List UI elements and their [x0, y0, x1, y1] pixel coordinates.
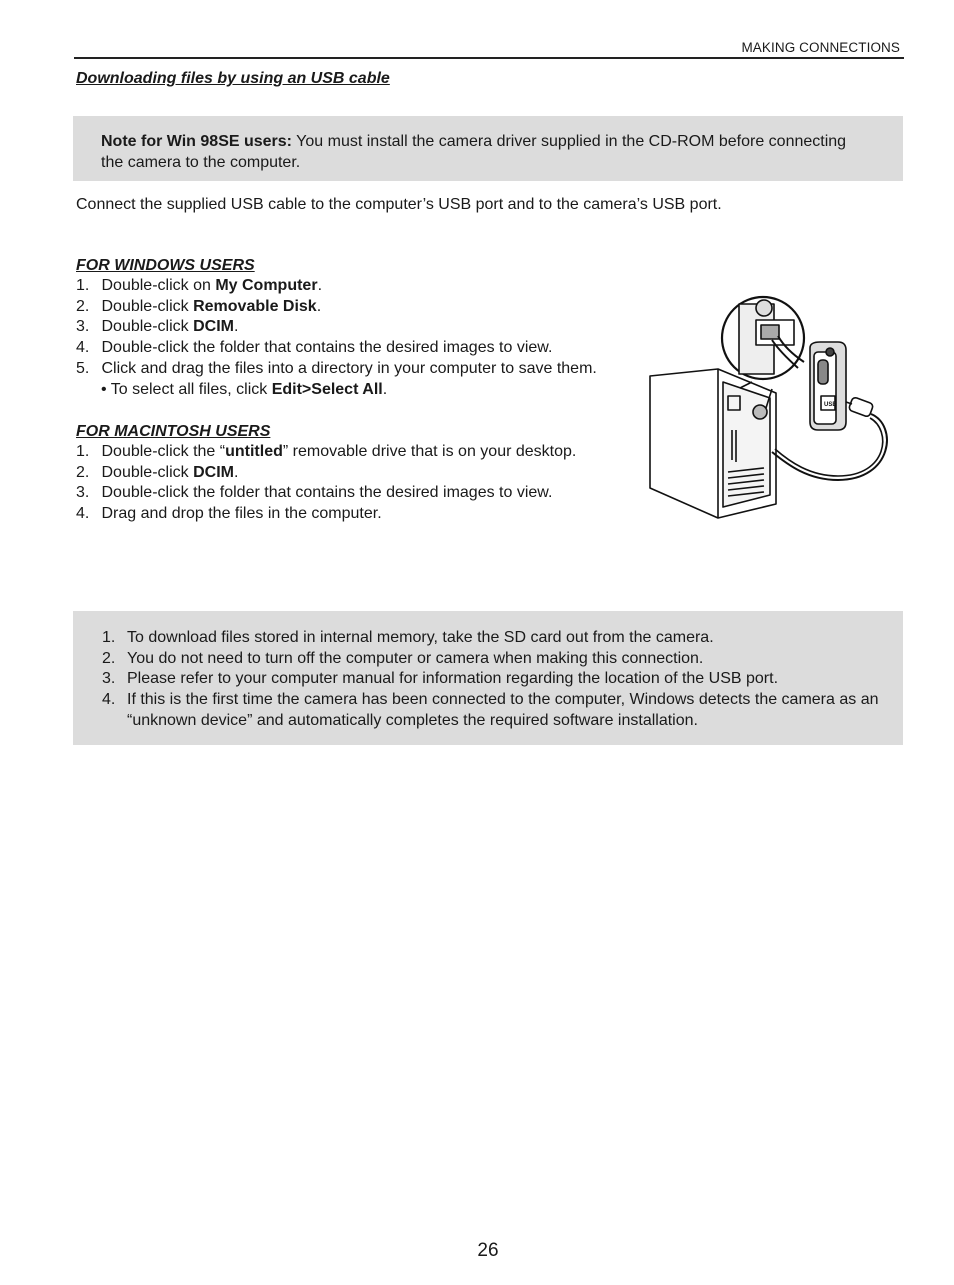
list-item: 1. Double-click the “untitled” removable drive that is on your desktop.	[76, 443, 577, 460]
list-item: 1. To download files stored in internal memory, take the SD card out from the camera.	[102, 629, 714, 646]
windows-steps	[76, 276, 597, 400]
list-item: 2. You do not need to turn off the computer or camera when making this connection.	[102, 649, 704, 667]
header-rule	[74, 57, 904, 59]
running-header: MAKING CONNECTIONS	[741, 40, 900, 55]
usb-connection-illustration	[648, 290, 898, 522]
tips-box	[73, 611, 903, 745]
list-item: 4. Drag and drop the files in the computer.	[76, 505, 382, 523]
list-item: 4. If this is the first time the camera has been connected to the computer, Windows detects the camera as an “unknown device” and automatically completes the required software installation.	[102, 691, 879, 729]
tips-list	[102, 628, 892, 732]
intro-paragraph: Connect the supplied USB cable to the computer’s USB port and to the camera’s USB port.	[76, 196, 722, 213]
windows-heading: FOR WINDOWS USERS	[76, 257, 255, 274]
computer-tower-icon	[650, 369, 776, 518]
list-item: 3. Double-click the folder that contains the desired images to view.	[76, 484, 553, 502]
list-item: 2. Double-click Removable Disk.	[76, 297, 322, 315]
list-item: 3. Please refer to your computer manual for information regarding the location of the USB port.	[102, 670, 779, 688]
section-title: Downloading files by using an USB cable	[76, 70, 390, 87]
list-item: 5. Click and drag the files into a directory in your computer to save them.	[76, 359, 597, 377]
note-body: You must install the camera driver supplied in the CD-ROM before connecting the camera to the computer.	[101, 133, 847, 171]
camera-icon	[810, 342, 846, 430]
mac-steps	[76, 442, 576, 525]
mac-heading: FOR MACINTOSH USERS	[76, 423, 271, 440]
usb-port-label: USB	[824, 402, 837, 408]
list-item: 1. Double-click on My Computer.	[76, 277, 323, 294]
list-item: 2. Double-click DCIM.	[76, 463, 239, 481]
note-text	[101, 131, 861, 173]
note-label: Note for Win 98SE users:	[101, 133, 293, 150]
note-box	[73, 116, 903, 181]
list-item: 4. Double-click the folder that contains the desired images to view.	[76, 339, 553, 357]
select-all-tip: • To select all files, click Edit>Select All.	[101, 380, 388, 398]
list-item: 3. Double-click DCIM.	[76, 318, 239, 336]
page-number: 26	[477, 1240, 499, 1261]
